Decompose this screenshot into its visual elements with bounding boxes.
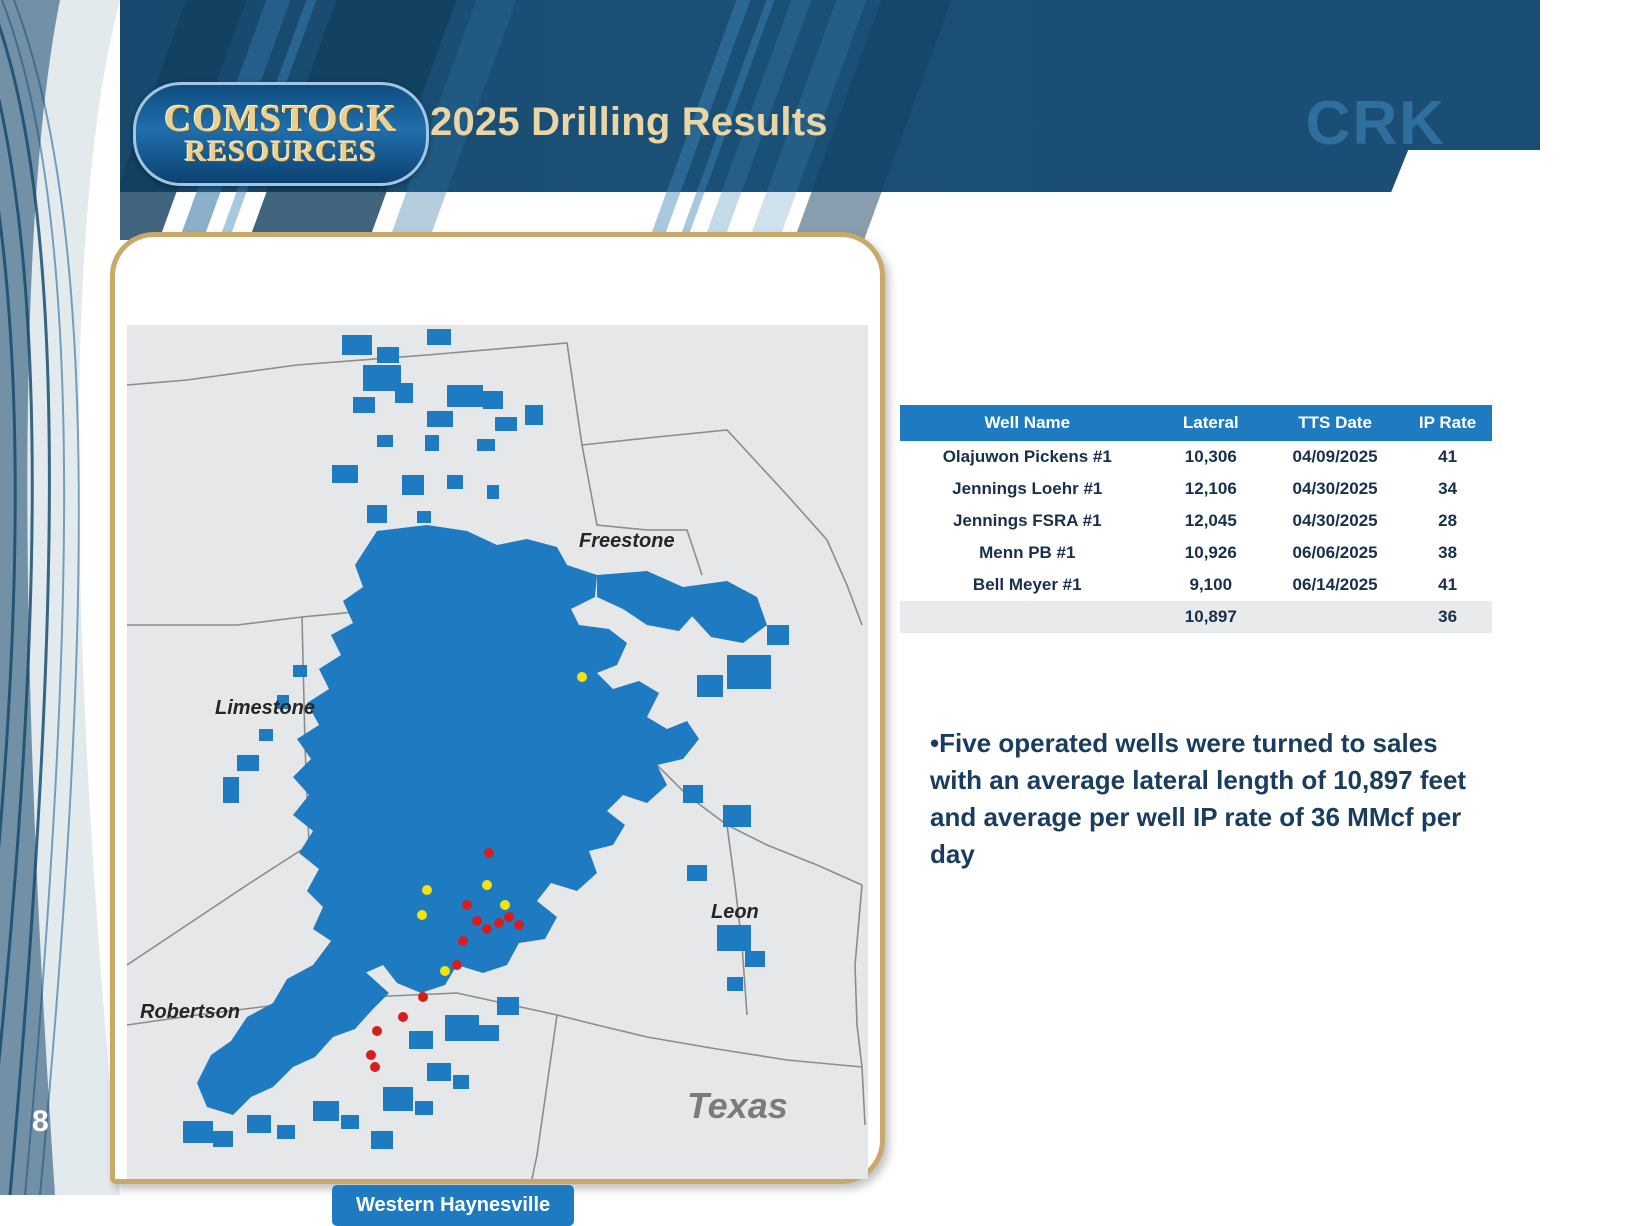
column-header-lateral: Lateral <box>1155 405 1267 441</box>
cell-lateral: 9,100 <box>1155 569 1267 601</box>
cell-tts-date: 06/14/2025 <box>1267 569 1403 601</box>
cell-ip-rate: 28 <box>1403 505 1492 537</box>
cell-lateral: 12,045 <box>1155 505 1267 537</box>
cell-ip-rate: 38 <box>1403 537 1492 569</box>
table-row <box>900 537 1492 569</box>
cell-ip-rate: 34 <box>1403 473 1492 505</box>
county-label-limestone: Limestone <box>215 697 316 719</box>
left-decoration <box>0 0 120 1195</box>
header-corner-cut <box>1372 150 1628 240</box>
cell-total-tts <box>1267 601 1403 633</box>
logo-line-2: RESOURCES <box>184 135 378 169</box>
column-header-tts-date: TTS Date <box>1267 405 1403 441</box>
cell-total-lateral: 10,897 <box>1155 601 1267 633</box>
cell-lateral: 10,926 <box>1155 537 1267 569</box>
slide-right-edge <box>1540 0 1546 1195</box>
column-header-well-name: Well Name <box>900 405 1155 441</box>
table-body <box>900 441 1492 633</box>
map-card <box>110 232 885 1216</box>
summary-bullet <box>930 725 1490 873</box>
cell-total-ip-rate: 36 <box>1403 601 1492 633</box>
cell-well-name: Jennings Loehr #1 <box>900 473 1155 505</box>
page-title: 2025 Drilling Results <box>430 100 828 144</box>
county-label-freestone: Freestone <box>579 530 675 552</box>
cell-tts-date: 04/30/2025 <box>1267 505 1403 537</box>
cell-well-name: Jennings FSRA #1 <box>900 505 1155 537</box>
cell-ip-rate: 41 <box>1403 569 1492 601</box>
table-row <box>900 505 1492 537</box>
table-row <box>900 441 1492 473</box>
county-label-leon: Leon <box>711 901 759 923</box>
county-label-robertson: Robertson <box>140 1001 240 1023</box>
table-row <box>900 473 1492 505</box>
cell-lateral: 12,106 <box>1155 473 1267 505</box>
cell-total-label <box>900 601 1155 633</box>
cell-lateral: 10,306 <box>1155 441 1267 473</box>
cell-well-name: Menn PB #1 <box>900 537 1155 569</box>
bullet-marker: • <box>930 728 940 758</box>
table-total-row <box>900 601 1492 633</box>
cell-tts-date: 04/09/2025 <box>1267 441 1403 473</box>
haynesville-acreage-map[interactable] <box>127 325 868 1216</box>
page-number: 8 <box>32 1105 49 1138</box>
table-row <box>900 569 1492 601</box>
map-svg <box>127 325 868 1179</box>
bullet-text: Five operated wells were turned to sales with an average lateral length of 10,897 feet and average per well IP rate of 36 MMcf per day <box>930 728 1467 869</box>
crk-ticker-logo: CRK <box>1305 89 1446 158</box>
well-results-table <box>900 405 1492 633</box>
state-label-texas: Texas <box>687 1085 788 1126</box>
cell-ip-rate: 41 <box>1403 441 1492 473</box>
column-header-ip-rate: IP Rate <box>1403 405 1492 441</box>
cell-tts-date: 04/30/2025 <box>1267 473 1403 505</box>
table-header-row <box>900 405 1492 441</box>
logo-line-1: COMSTOCK <box>164 97 398 140</box>
cell-tts-date: 06/06/2025 <box>1267 537 1403 569</box>
map-legend-western-haynesville: Western Haynesville <box>332 1185 574 1226</box>
comstock-resources-logo <box>133 82 429 186</box>
cell-well-name: Olajuwon Pickens #1 <box>900 441 1155 473</box>
table-header <box>900 405 1492 441</box>
cell-well-name: Bell Meyer #1 <box>900 569 1155 601</box>
